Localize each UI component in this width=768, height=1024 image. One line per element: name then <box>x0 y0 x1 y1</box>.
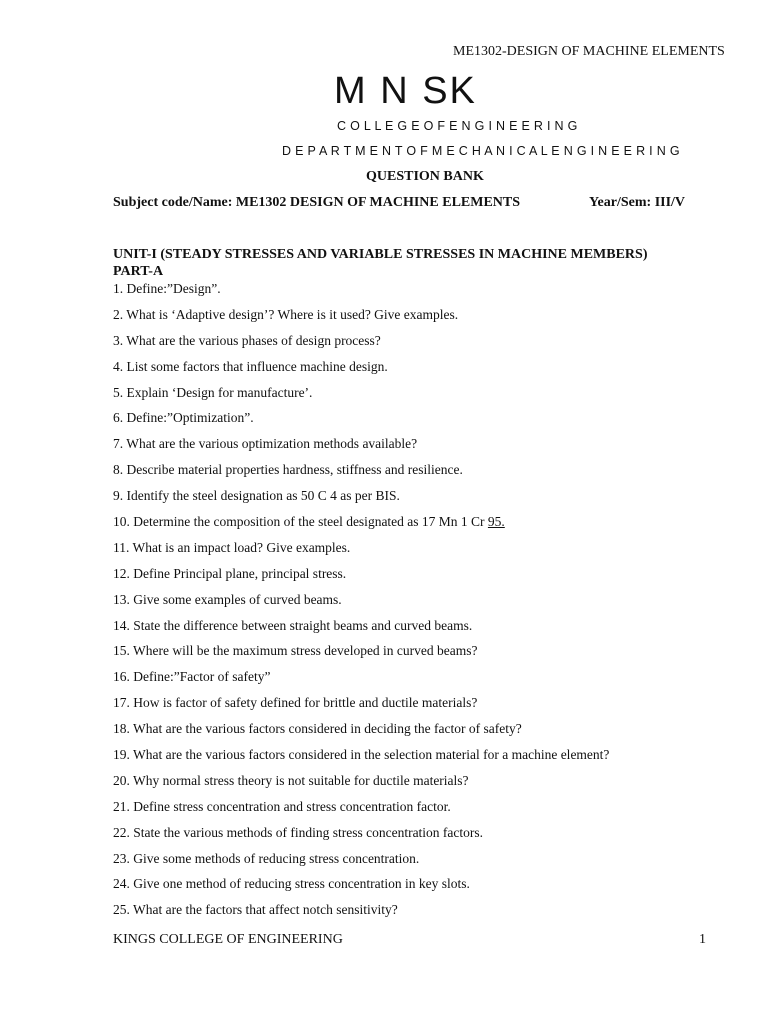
question-item: 6. Define:”Optimization”. <box>113 410 254 426</box>
subject-line: Subject code/Name: ME1302 DESIGN OF MACHINE ELEMENTS <box>113 195 521 210</box>
course-header: ME1302-DESIGN OF MACHINE ELEMENTS <box>453 44 725 59</box>
question-item: 19. What are the various factors considered in the selection material for a machine element? <box>113 747 610 763</box>
question-item: 13. Give some examples of curved beams. <box>113 591 342 607</box>
question-item: 2. What is ‘Adaptive design’? Where is it used? Give examples. <box>113 306 459 322</box>
question-item: 1. Define:”Design”. <box>113 281 221 296</box>
question-item: 14. State the difference between straight beams and curved beams. <box>113 617 473 633</box>
page-number: 1 <box>699 932 706 947</box>
question-item: 20. Why normal stress theory is not suitable for ductile materials? <box>113 772 469 788</box>
question-item: 18. What are the various factors considered in deciding the factor of safety? <box>113 721 522 737</box>
question-item: 21. Define stress concentration and stress concentration factor. <box>113 798 451 814</box>
question-item: 10. Determine the composition of the steel designated as 17 Mn 1 Cr 95. <box>113 514 505 530</box>
document-title: QUESTION BANK <box>366 169 484 184</box>
question-item: 8. Describe material properties hardness, stiffness and resilience. <box>113 462 463 478</box>
footer-college: KINGS COLLEGE OF ENGINEERING <box>113 932 343 947</box>
college-logo-text: M N SK <box>334 70 477 112</box>
question-item: 16. Define:”Factor of safety” <box>113 669 271 685</box>
question-item: 12. Define Principal plane, principal stress. <box>113 565 347 581</box>
question-item: 17. How is factor of safety defined for brittle and ductile materials? <box>113 695 478 711</box>
question-item: 4. List some factors that influence machine design. <box>113 358 388 374</box>
question-item: 11. What is an impact load? Give examples. <box>113 539 351 555</box>
unit-heading: UNIT-I (STEADY STRESSES AND VARIABLE STRESSES IN MACHINE MEMBERS) <box>113 247 648 262</box>
question-item: 23. Give some methods of reducing stress concentration. <box>113 850 420 866</box>
question-item: 22. State the various methods of finding stress concentration factors. <box>113 824 484 840</box>
question-item: 24. Give one method of reducing stress concentration in key slots. <box>113 876 470 892</box>
question-item: 3. What are the various phases of design process? <box>113 332 381 348</box>
college-name: C O L L E G E O F E N G I N E E R I N G <box>337 119 578 133</box>
underlined-year: 95. <box>487 514 505 530</box>
question-item: 7. What are the various optimization methods available? <box>113 436 418 452</box>
question-list <box>113 281 609 928</box>
question-item: 9. Identify the steel designation as 50 C 4 as per BIS. <box>113 488 400 504</box>
question-item: 25. What are the factors that affect notch sensitivity? <box>113 902 398 918</box>
department-name: D E P A R T M E N T O F M E C H A N I C A L E N G I N E E R I N G <box>282 144 680 158</box>
question-item: 5. Explain ‘Design for manufacture’. <box>113 384 313 400</box>
year-sem: Year/Sem: III/V <box>589 195 686 210</box>
question-item: 15. Where will be the maximum stress developed in curved beams? <box>113 643 478 659</box>
part-heading: PART-A <box>113 264 164 279</box>
